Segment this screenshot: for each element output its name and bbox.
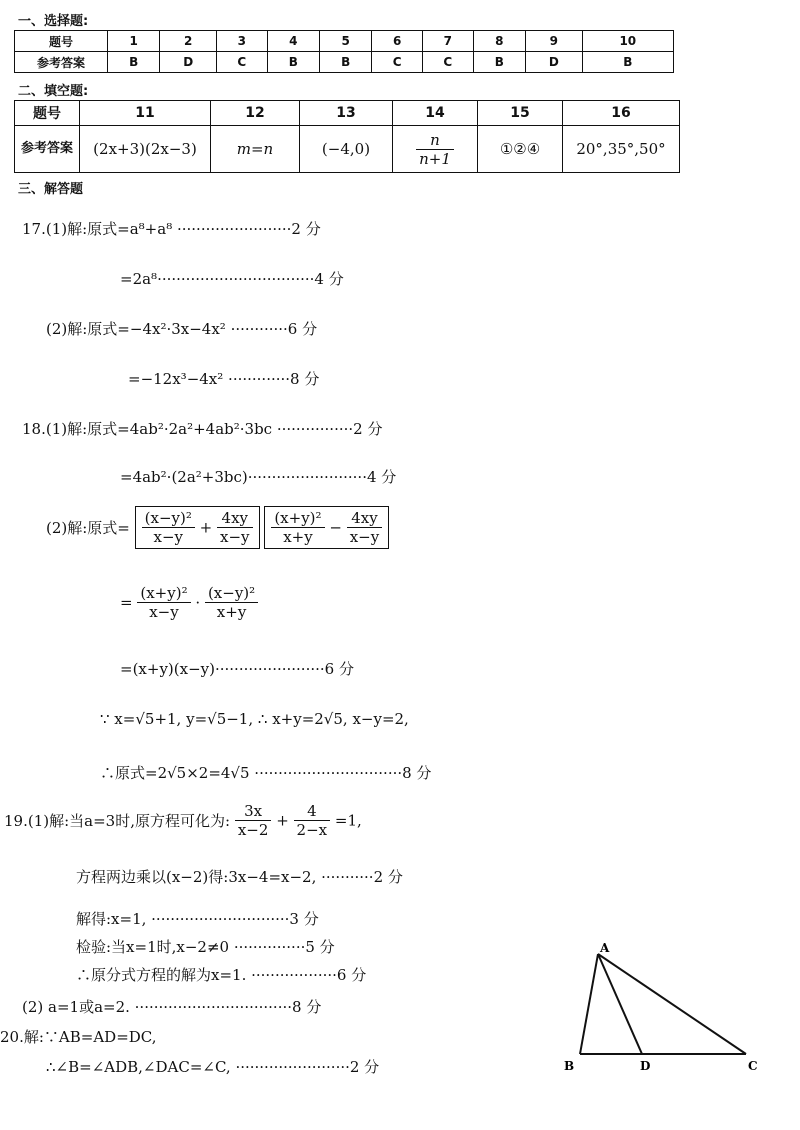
table-cell: 12 (211, 101, 300, 126)
table-cell: B (319, 52, 371, 73)
table-row (15, 31, 674, 52)
fraction-numerator: n (416, 131, 454, 150)
table-cell: 6 (372, 31, 423, 52)
solution-line: ∴∠B=∠ADB,∠DAC=∠C, ························2 分 (46, 1058, 380, 1076)
solution-line: 18.(1)解:原式=4ab²·2a²+4ab²·3bc ················2 分 (22, 420, 383, 438)
fraction-denominator: x−y (220, 528, 250, 546)
table-cell: C (372, 52, 423, 73)
operator: − (329, 518, 342, 537)
fraction-numerator: 4xy (217, 509, 253, 528)
table-cell: C (423, 52, 474, 73)
operator: + (276, 811, 289, 830)
solution-line: (2) a=1或a=2. ·································8 分 (22, 998, 322, 1016)
solution-lead: 19.(1)解:当a=3时,原方程可化为: (4, 812, 231, 830)
fraction (235, 802, 272, 839)
table-cell: 4 (267, 31, 319, 52)
solution-line: (2)解:原式=−4x²·3x−4x² ············6 分 (46, 320, 318, 338)
operator: = (120, 593, 133, 612)
table-row (15, 126, 680, 173)
table-header-cell: 题号 (15, 101, 80, 126)
table-cell: 9 (526, 31, 583, 52)
fraction (137, 584, 190, 621)
fraction-numerator: 4 (294, 802, 331, 821)
operator: + (199, 518, 213, 537)
segment-ab (580, 954, 598, 1054)
fraction-denominator: 2−x (296, 821, 328, 839)
solution-line: 17.(1)解:原式=a⁸+a⁸ ························2 分 (22, 220, 321, 238)
solution-line: ∴原分式方程的解为x=1. ··················6 分 (76, 966, 367, 984)
table-cell: B (108, 52, 160, 73)
table-cell: 11 (80, 101, 211, 126)
solution-line: ∵ x=√5+1, y=√5−1, ∴ x+y=2√5, x−y=2, (100, 710, 409, 728)
table-cell: D (160, 52, 217, 73)
solution-line (46, 506, 389, 549)
solution-line: 方程两边乘以(x−2)得:3x−4=x−2, ···········2 分 (76, 868, 403, 886)
vertex-label-d: D (640, 1059, 651, 1073)
table-cell: D (526, 52, 583, 73)
fraction-denominator: n+1 (419, 149, 451, 168)
operator: =1, (334, 811, 362, 830)
solution-line: =4ab²·(2a²+3bc)·························4 分 (120, 468, 397, 486)
bracket-group (135, 506, 260, 549)
table-cell (393, 126, 478, 173)
vertex-label-a: A (600, 941, 610, 955)
solution-line (120, 584, 258, 621)
operator: · (195, 593, 201, 612)
table-cell: 3 (216, 31, 267, 52)
table-cell: (−4,0) (300, 126, 393, 173)
table-cell: 2 (160, 31, 217, 52)
fraction-numerator: 3x (235, 802, 272, 821)
triangle-figure (558, 938, 768, 1078)
table-cell: B (582, 52, 673, 73)
fraction (217, 509, 253, 546)
table-cell: 15 (478, 101, 563, 126)
section-heading-solutions: 三、解答题 (18, 182, 84, 197)
fraction-numerator: (x+y)² (137, 584, 190, 603)
fraction (205, 584, 258, 621)
solution-line: 20.解:∵AB=AD=DC, (0, 1028, 157, 1046)
fraction-denominator: x−y (153, 528, 184, 546)
table-row (15, 101, 680, 126)
table-cell: 14 (393, 101, 478, 126)
table-cell: 1 (108, 31, 160, 52)
fill-answer-table (14, 100, 680, 173)
table-cell: 5 (319, 31, 371, 52)
fraction-denominator: x+y (283, 528, 313, 546)
fraction-denominator: x−2 (237, 821, 269, 839)
solution-line: ∴原式=2√5×2=4√5 ·······························8 分 (100, 764, 432, 782)
table-cell: B (267, 52, 319, 73)
table-cell: ①②④ (478, 126, 563, 173)
table-cell: m=n (211, 126, 300, 173)
table-cell: C (216, 52, 267, 73)
vertex-label-c: C (748, 1059, 758, 1073)
table-cell: 7 (423, 31, 474, 52)
solution-line: 检验:当x=1时,x−2≠0 ···············5 分 (76, 938, 335, 956)
fraction-numerator: (x−y)² (142, 509, 195, 528)
fraction (347, 509, 383, 546)
fraction-numerator: (x+y)² (271, 509, 324, 528)
fraction (294, 802, 331, 839)
fraction-numerator: (x−y)² (205, 584, 258, 603)
table-cell: 8 (473, 31, 525, 52)
section-heading-fill: 二、填空题: (18, 84, 89, 99)
fraction-denominator: x−y (149, 603, 179, 621)
table-header-cell: 参考答案 (15, 52, 108, 73)
table-cell: 16 (563, 101, 680, 126)
table-header-cell: 题号 (15, 31, 108, 52)
table-cell: 20°,35°,50° (563, 126, 680, 173)
fraction (271, 509, 324, 546)
fraction (416, 131, 454, 168)
fraction-numerator: 4xy (347, 509, 383, 528)
section-heading-choice: 一、选择题: (18, 14, 89, 29)
choice-answer-table (14, 30, 674, 73)
table-cell: 13 (300, 101, 393, 126)
fraction-denominator: x+y (216, 603, 247, 621)
fraction (142, 509, 195, 546)
bracket-group (264, 506, 389, 549)
table-row (15, 52, 674, 73)
solution-line: =(x+y)(x−y)·······················6 分 (120, 660, 354, 678)
table-cell: 10 (582, 31, 673, 52)
solution-line: =2a⁸·································4 分 (120, 270, 344, 288)
table-cell: B (473, 52, 525, 73)
solution-lead: (2)解:原式= (46, 519, 130, 537)
table-cell: (2x+3)(2x−3) (80, 126, 211, 173)
fraction-denominator: x−y (349, 528, 380, 546)
solution-line: 解得:x=1, ·····························3 分 (76, 910, 319, 928)
solution-line: =−12x³−4x² ·············8 分 (128, 370, 320, 388)
solution-line (4, 802, 362, 839)
vertex-label-b: B (564, 1059, 575, 1073)
table-header-cell: 参考答案 (15, 126, 80, 173)
